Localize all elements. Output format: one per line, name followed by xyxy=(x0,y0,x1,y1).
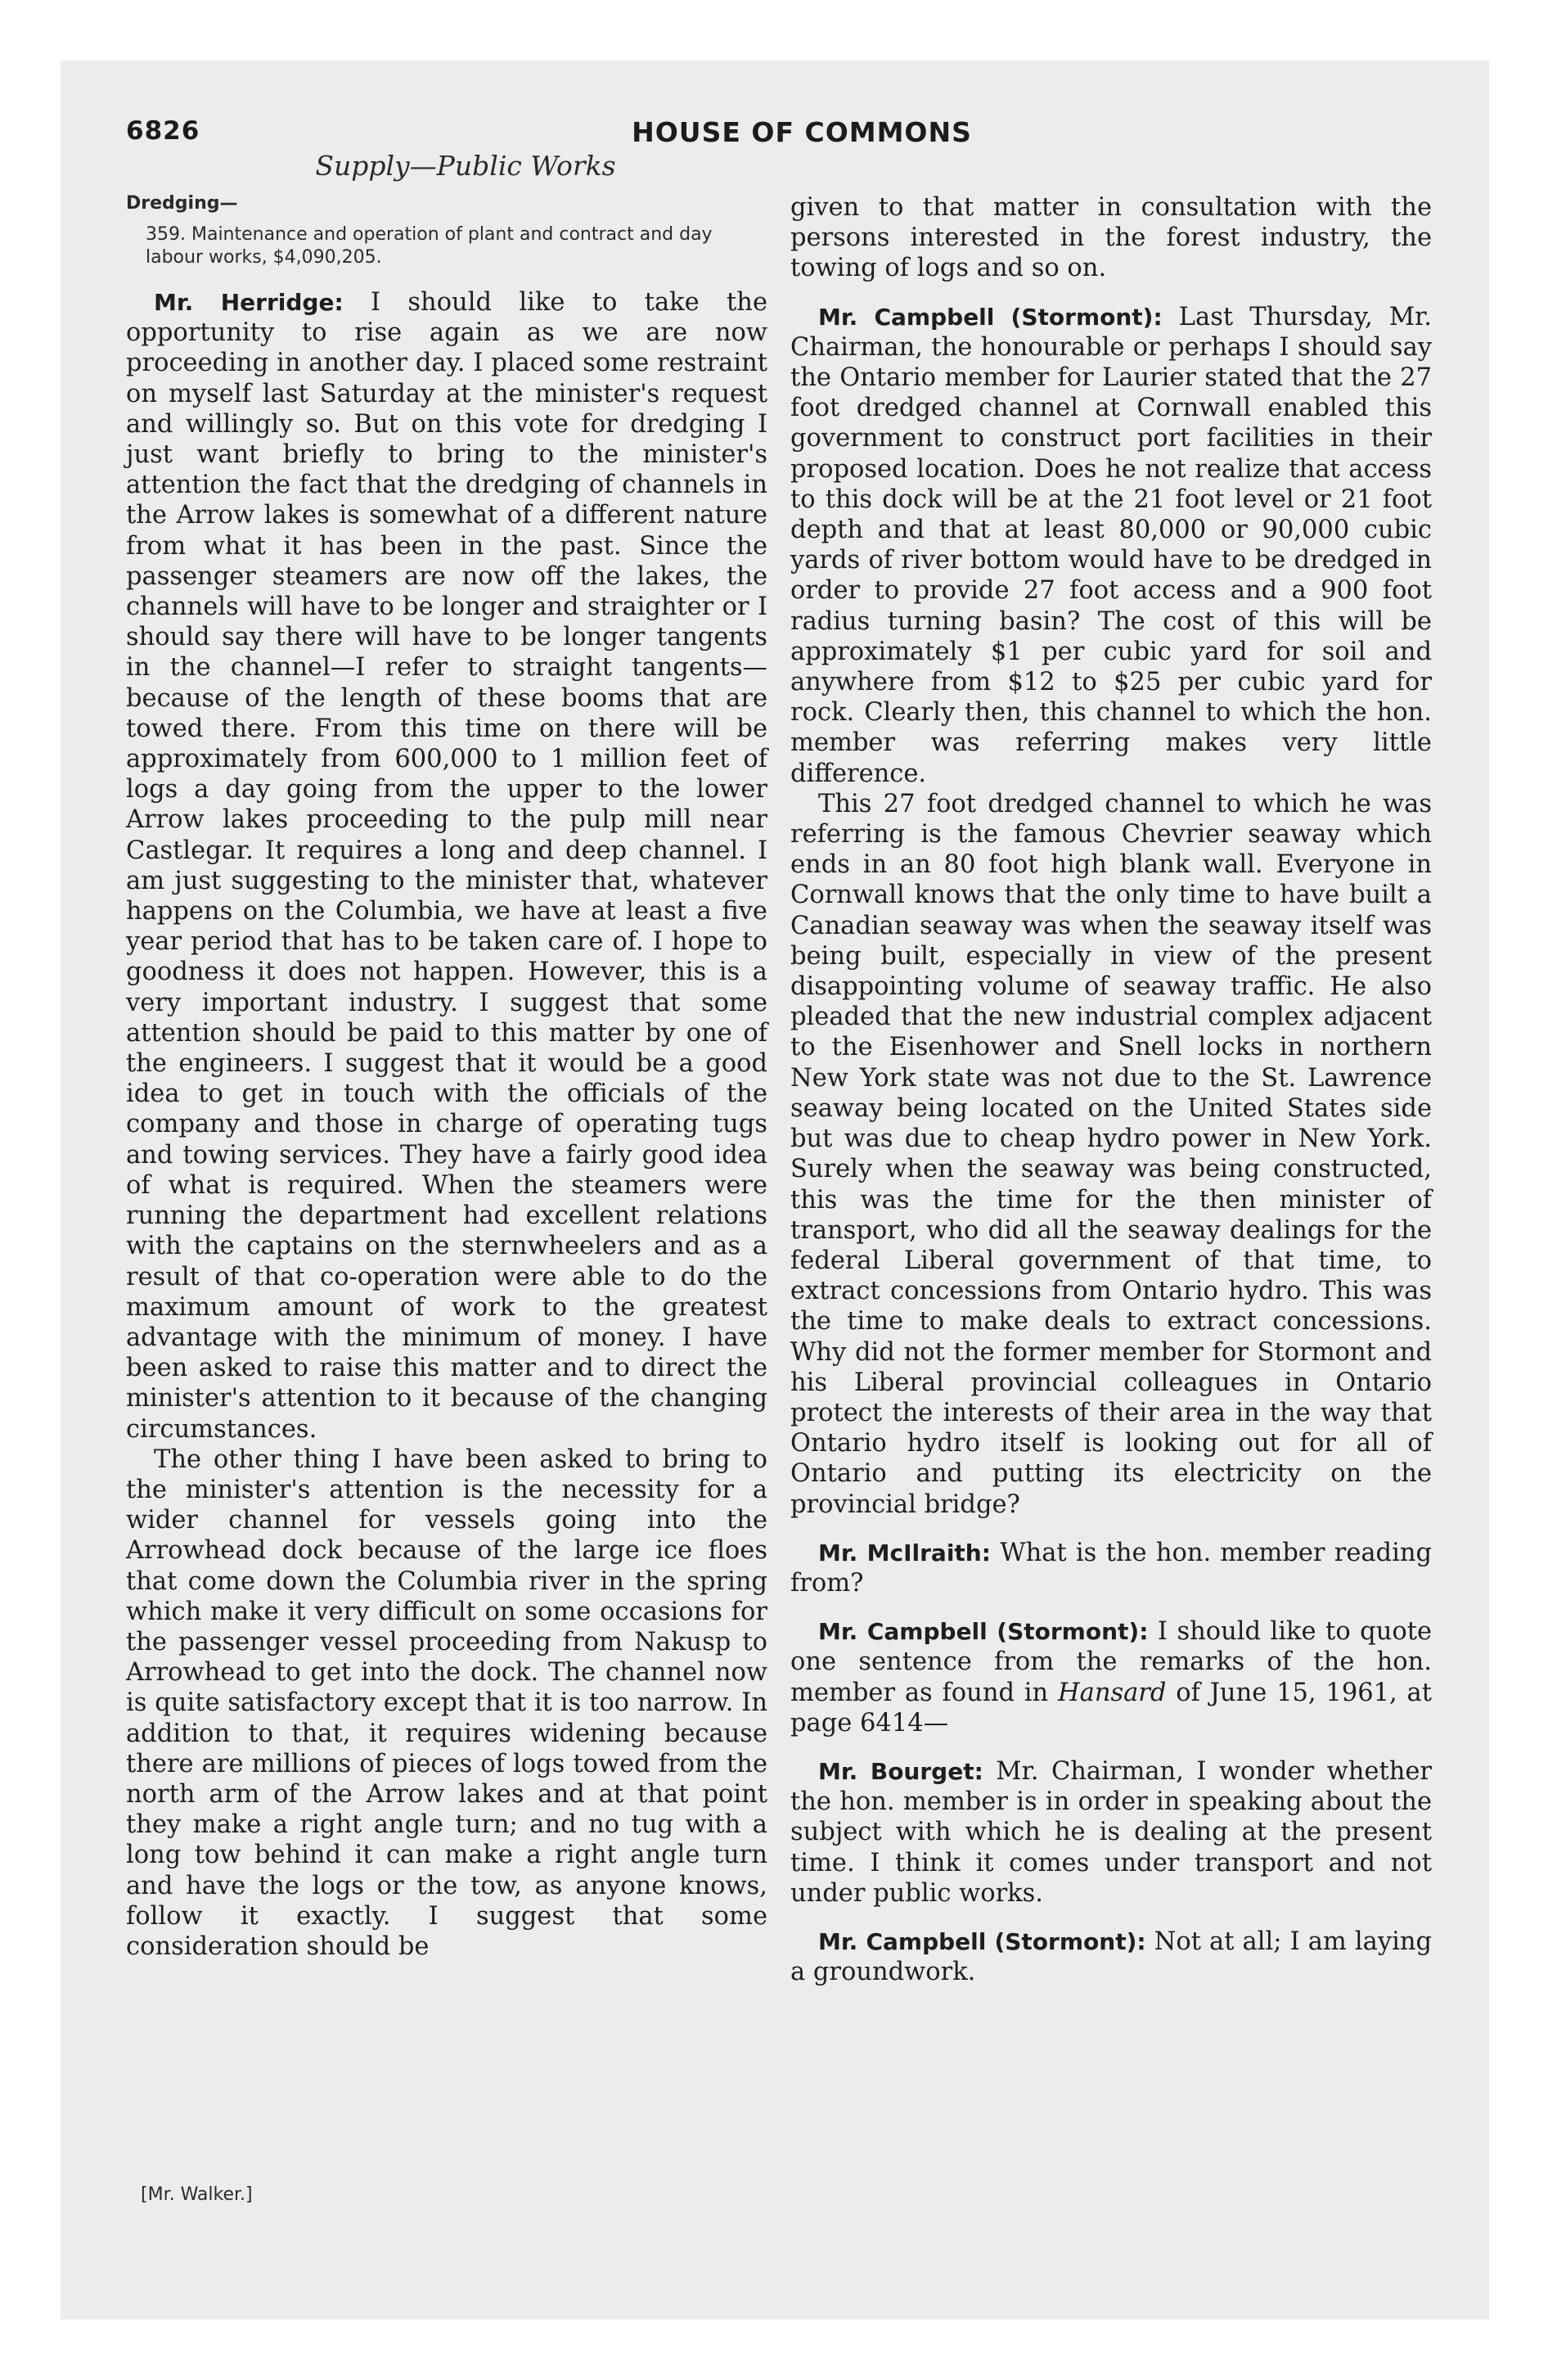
speech-paragraph xyxy=(790,192,1432,284)
speech-paragraph xyxy=(790,1616,1432,1738)
vote-item: 359. Maintenance and operation of plant and contract and day labour works, $4,090,205. xyxy=(146,224,713,268)
page-number: 6826 xyxy=(126,116,200,146)
speech-text: I should like to quote one sentence from the remarks of the hon. member as found in xyxy=(790,1617,1433,1707)
speaker-name: Mr. McIlraith: xyxy=(818,1539,991,1566)
speech-text: Last Thursday, Mr. Chairman, the honourable or perhaps I should say the Ontario member for Laurier stated that the 27 foot dredged channel at Cornwall enabled this government to construct port facilities in their proposed location. Does he not realize that access to this dock will be at the 21 foot level or 21 foot depth and that at least 80,000 or 90,000 cubic yards of river bottom would have to be dredged in order to provide 27 foot access and a 900 foot radius turning basin? The cost of this will be approximately $1 per cubic yard for soil and anywhere from $12 to $25 per cubic yard for rock. Clearly then, this channel to which the hon. member was referring makes very little difference. xyxy=(790,302,1432,788)
left-column xyxy=(126,192,767,1962)
speech-paragraph xyxy=(126,1445,767,1962)
speech-paragraph xyxy=(126,287,767,1445)
footer-reference: [Mr. Walker.] xyxy=(141,2184,253,2205)
speaker-name: Mr. Campbell (Stormont): xyxy=(818,1927,1146,1955)
vote-heading: Dredging— xyxy=(126,193,238,214)
speaker-name: Mr. Bourget: xyxy=(818,1757,983,1785)
speech-text: The other thing I have been asked to bring to the minister's attention is the necessity for a wider channel for vessels going into the Arrowhead dock because of the large ice floes that come down the Columbia river in the spring which make it very difficult on some occasions for the passenger vessel proceeding from Nakusp to Arrowhead to get into the dock. The channel now is quite satisfactory except that it is too narrow. In addition to that, it requires widening because there are millions of pieces of logs towed from the north arm of the Arrow lakes and at that point they make a right angle turn; and no tug with a long tow behind it can make a right angle turn and have the logs or the tow, as anyone knows, follow it exactly. I suggest that some consideration should be xyxy=(126,1445,767,1961)
speech-text: of June 15, 1961, at page 6414— xyxy=(790,1678,1432,1738)
speech-paragraph xyxy=(790,1927,1432,1987)
right-column xyxy=(790,192,1432,1987)
speech-text: What is the hon. member reading from? xyxy=(790,1538,1433,1598)
publication-title: Hansard xyxy=(1058,1678,1167,1707)
page-title: HOUSE OF COMMONS xyxy=(632,116,972,148)
speech-paragraph xyxy=(790,1756,1432,1909)
speech-text: Not at all; I am laying a groundwork. xyxy=(790,1927,1432,1987)
speech-paragraph xyxy=(790,302,1432,789)
speech-text: This 27 foot dredged channel to which he was referring is the famous Chevrier seaway which ends in an 80 foot high blank wall. Everyone in Cornwall knows that the only time to have built a Canadian seaway was when the seaway itself was being built, especially in view of the present disappointing volume of seaway traffic. He also pleaded that the new industrial complex adjacent to the Eisenhower and Snell locks in northern New York state was not due to the St. Lawrence seaway being located on the United States side but was due to cheap hydro power in New York. Surely when the seaway was being constructed, this was the time for the then minister of transport, who did all the seaway dealings for the federal Liberal government of that time, to extract concessions from Ontario hydro. This was the time to make deals to extract concessions. Why did not the former member for Stormont and his Liberal provincial colleagues in Ontario protect the interests of their area in the way that Ontario hydro itself is looking out for all of Ontario and putting its electricity on the provincial bridge? xyxy=(790,789,1432,1519)
speech-text: given to that matter in consultation with the persons interested in the forest industry, the towing of logs and so on. xyxy=(790,193,1432,283)
speech-text: Mr. Chairman, I wonder whether the hon. member is in order in speaking about the subject with which he is dealing at the present time. I think it comes under transport and not under public works. xyxy=(790,1756,1432,1908)
section-subtitle: Supply—Public Works xyxy=(315,150,616,182)
speaker-name: Mr. Herridge: xyxy=(154,289,344,316)
speech-paragraph xyxy=(790,1538,1432,1598)
speaker-name: Mr. Campbell (Stormont): xyxy=(818,1618,1149,1646)
speaker-name: Mr. Campbell (Stormont): xyxy=(818,303,1163,331)
speech-text: I should like to take the opportunity to rise again as we are now proceeding in another day. I placed some restraint on myself last Saturday at the minister's request and willingly so. But on this vote for dredging I just want briefly to bring to the minister's attention the fact that the dredging of channels in the Arrow lakes is somewhat of a different nature from what it has been in the past. Since the passenger steamers are now off the lakes, the channels will have to be longer and straighter or I should say there will have to be longer tangents in the channel—I refer to straight tangents—because of the length of these booms that are towed there. From this time on there will be approximately from 600,000 to 1 million feet of logs a day going from the upper to the lower Arrow lakes proceeding to the pulp mill near Castlegar. It requires a long and deep channel. I am just suggesting to the minister that, whatever happens on the Columbia, we have at least a five year period that has to be taken care of. I hope to goodness it does not happen. However, this is a very important industry. I suggest that some attention should be paid to this matter by one of the engineers. I suggest that it would be a good idea to get in touch with the officials of the company and those in charge of operating tugs and towing services. They have a fairly good idea of what is required. When the steamers were running the department had excellent relations with the captains on the sternwheelers and as a result of that co-operation were able to do the maximum amount of work to the greatest advantage with the minimum of money. I have been asked to raise this matter and to direct the minister's attention to it because of the changing circumstances. xyxy=(126,288,767,1444)
speech-paragraph xyxy=(790,789,1432,1520)
